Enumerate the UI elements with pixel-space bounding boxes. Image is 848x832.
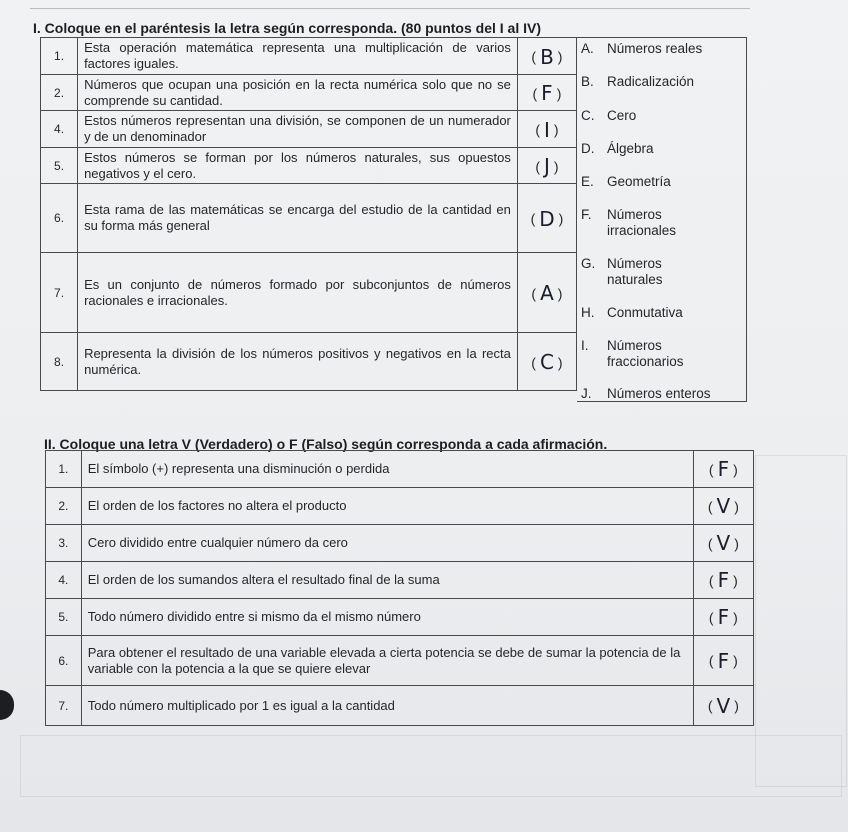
handwritten-answer: J: [543, 154, 550, 179]
answer-cell[interactable]: [693, 599, 753, 636]
row-number: 7.: [46, 686, 82, 726]
option-letter: E.: [581, 174, 594, 189]
open-paren: (: [531, 48, 537, 65]
open-paren: (: [708, 572, 714, 589]
question-text: Estos números representan una división, se componen de un numerador y de un denominador: [78, 111, 518, 148]
row-number: 2.: [41, 75, 78, 111]
row-number: 6.: [46, 636, 82, 686]
option-letter: C.: [581, 108, 595, 123]
row-number: 7.: [41, 253, 78, 333]
question-text: Es un conjunto de números formado por subconjuntos de números racionales e irracionales.: [78, 253, 518, 333]
row-number: 6.: [41, 184, 78, 253]
handwritten-answer: F: [717, 568, 730, 593]
handwritten-answer: C: [539, 350, 554, 375]
row-number: 4.: [41, 111, 78, 148]
answer-cell[interactable]: [693, 562, 753, 599]
true-false-table: [45, 450, 754, 726]
option-letter: B.: [581, 74, 594, 89]
close-paren: ): [734, 697, 739, 714]
option-item: [581, 256, 687, 288]
option-letter: F.: [581, 207, 592, 222]
option-letter: I.: [581, 338, 589, 353]
statement-text: El orden de los factores no altera el producto: [81, 488, 693, 525]
option-item: [581, 386, 711, 402]
table-row: [46, 599, 754, 636]
question-text: Esta operación matemática representa una multiplicación de varios factores iguales.: [78, 38, 518, 75]
option-letter: A.: [581, 41, 594, 56]
statement-text: Todo número multiplicado por 1 es igual a la cantidad: [81, 686, 693, 726]
table-row: [41, 184, 577, 253]
option-text: Cero: [607, 108, 637, 123]
handwritten-answer: B: [540, 44, 554, 69]
table-row: [41, 253, 577, 333]
open-paren: (: [708, 609, 714, 626]
option-item: [581, 338, 697, 370]
option-text: Geometría: [607, 174, 671, 189]
handwritten-answer: V: [716, 693, 731, 718]
close-paren: ): [733, 652, 738, 669]
option-text: Números irracionales: [607, 207, 677, 238]
close-paren: ): [734, 498, 739, 515]
open-paren: (: [535, 121, 540, 138]
open-paren: (: [707, 697, 713, 714]
open-paren: (: [532, 85, 538, 102]
option-item: [581, 174, 671, 190]
close-paren: ): [733, 609, 738, 626]
option-text: Números enteros: [607, 386, 711, 401]
section2-heading: II. Coloque una letra V (Verdadero) o F (Falso) según corresponda a cada afirmación.: [44, 436, 608, 452]
option-item: [581, 108, 636, 124]
table-row: [46, 562, 754, 599]
statement-text: El símbolo (+) representa una disminución o perdida: [81, 451, 693, 488]
table-row: [46, 686, 754, 726]
option-letter: G.: [581, 256, 596, 271]
option-item: [581, 41, 702, 57]
row-number: 2.: [46, 488, 82, 525]
option-letter: J.: [581, 386, 592, 401]
table-row: [41, 333, 577, 391]
close-paren: ): [733, 461, 738, 478]
table-row: [41, 148, 577, 184]
open-paren: (: [531, 354, 536, 371]
option-text: Radicalización: [607, 74, 695, 89]
answer-cell[interactable]: [517, 38, 576, 75]
close-paren: ): [734, 535, 739, 552]
handwritten-answer: F: [717, 648, 730, 673]
answer-cell[interactable]: [517, 111, 576, 148]
option-text: Números naturales: [607, 256, 663, 287]
close-paren: ): [553, 158, 559, 175]
close-paren: ): [558, 210, 564, 227]
answer-cell[interactable]: [517, 184, 576, 253]
row-number: 8.: [41, 333, 78, 391]
table-row: [41, 111, 577, 148]
table-row: [46, 451, 754, 488]
statement-text: Cero dividido entre cualquier número da cero: [81, 525, 693, 562]
answer-cell[interactable]: [517, 253, 576, 333]
close-paren: ): [557, 285, 563, 302]
handwritten-answer: I: [543, 117, 550, 142]
option-text: Conmutativa: [607, 305, 683, 320]
open-paren: (: [708, 461, 714, 478]
option-text: Números fraccionarios: [607, 338, 684, 369]
close-paren: ): [556, 85, 562, 102]
question-text: Representa la división de los números positivos y negativos en la recta numérica.: [78, 333, 518, 391]
answer-cell[interactable]: [693, 451, 753, 488]
answer-cell[interactable]: [693, 636, 753, 686]
row-number: 3.: [46, 525, 82, 562]
binder-hole: [0, 690, 14, 720]
statement-text: Para obtener el resultado de una variable elevada a cierta potencia se debe de sumar la potencia de la variable con la potencia a la que se quiere elevar: [81, 636, 693, 686]
matching-table: [40, 37, 577, 391]
options-column: [577, 37, 747, 402]
handwritten-answer: V: [716, 494, 731, 519]
answer-cell[interactable]: [693, 686, 753, 726]
handwritten-answer: A: [540, 281, 554, 306]
answer-cell[interactable]: [517, 75, 576, 111]
close-paren: ): [557, 48, 563, 65]
close-paren: ): [557, 354, 563, 371]
handwritten-answer: F: [717, 457, 730, 482]
option-text: Números reales: [607, 41, 703, 56]
question-text: Esta rama de las matemáticas se encarga del estudio de la cantidad en su forma más general: [78, 184, 518, 253]
close-paren: ): [733, 572, 738, 589]
row-number: 4.: [46, 562, 82, 599]
answer-cell[interactable]: [517, 148, 576, 184]
option-item: [581, 74, 694, 90]
option-text: Álgebra: [607, 141, 654, 156]
handwritten-answer: D: [539, 206, 555, 231]
row-number: 1.: [41, 38, 78, 75]
answer-cell[interactable]: [693, 525, 753, 562]
question-text: Números que ocupan una posición en la recta numérica solo que no se comprende su cantidad.: [78, 75, 518, 111]
row-number: 5.: [46, 599, 82, 636]
handwritten-answer: V: [716, 531, 731, 556]
option-letter: D.: [581, 141, 595, 156]
row-number: 5.: [41, 148, 78, 184]
table-row: [41, 38, 577, 75]
handwritten-answer: F: [541, 81, 553, 106]
open-paren: (: [531, 285, 537, 302]
open-paren: (: [530, 210, 536, 227]
section1-heading: I. Coloque en el paréntesis la letra según corresponda. (80 puntos del I al IV): [33, 20, 542, 36]
table-row: [46, 488, 754, 525]
open-paren: (: [708, 652, 714, 669]
open-paren: (: [707, 535, 713, 552]
table-row: [46, 636, 754, 686]
background-grid-bottom: [20, 735, 842, 797]
table-row: [46, 525, 754, 562]
handwritten-answer: F: [717, 605, 730, 630]
option-item: [581, 141, 654, 157]
question-text: Estos números se forman por los números naturales, sus opuestos negativos y el cero.: [78, 148, 518, 184]
table-row: [41, 75, 577, 111]
statement-text: El orden de los sumandos altera el resultado final de la suma: [81, 562, 693, 599]
option-letter: H.: [581, 305, 595, 320]
close-paren: ): [553, 121, 559, 138]
row-number: 1.: [46, 451, 82, 488]
option-item: [581, 305, 683, 321]
top-rule: [30, 8, 750, 9]
open-paren: (: [535, 158, 540, 175]
open-paren: (: [707, 498, 713, 515]
answer-cell[interactable]: [693, 488, 753, 525]
answer-cell[interactable]: [517, 333, 576, 391]
option-item: [581, 207, 687, 239]
statement-text: Todo número dividido entre si mismo da el mismo número: [81, 599, 693, 636]
